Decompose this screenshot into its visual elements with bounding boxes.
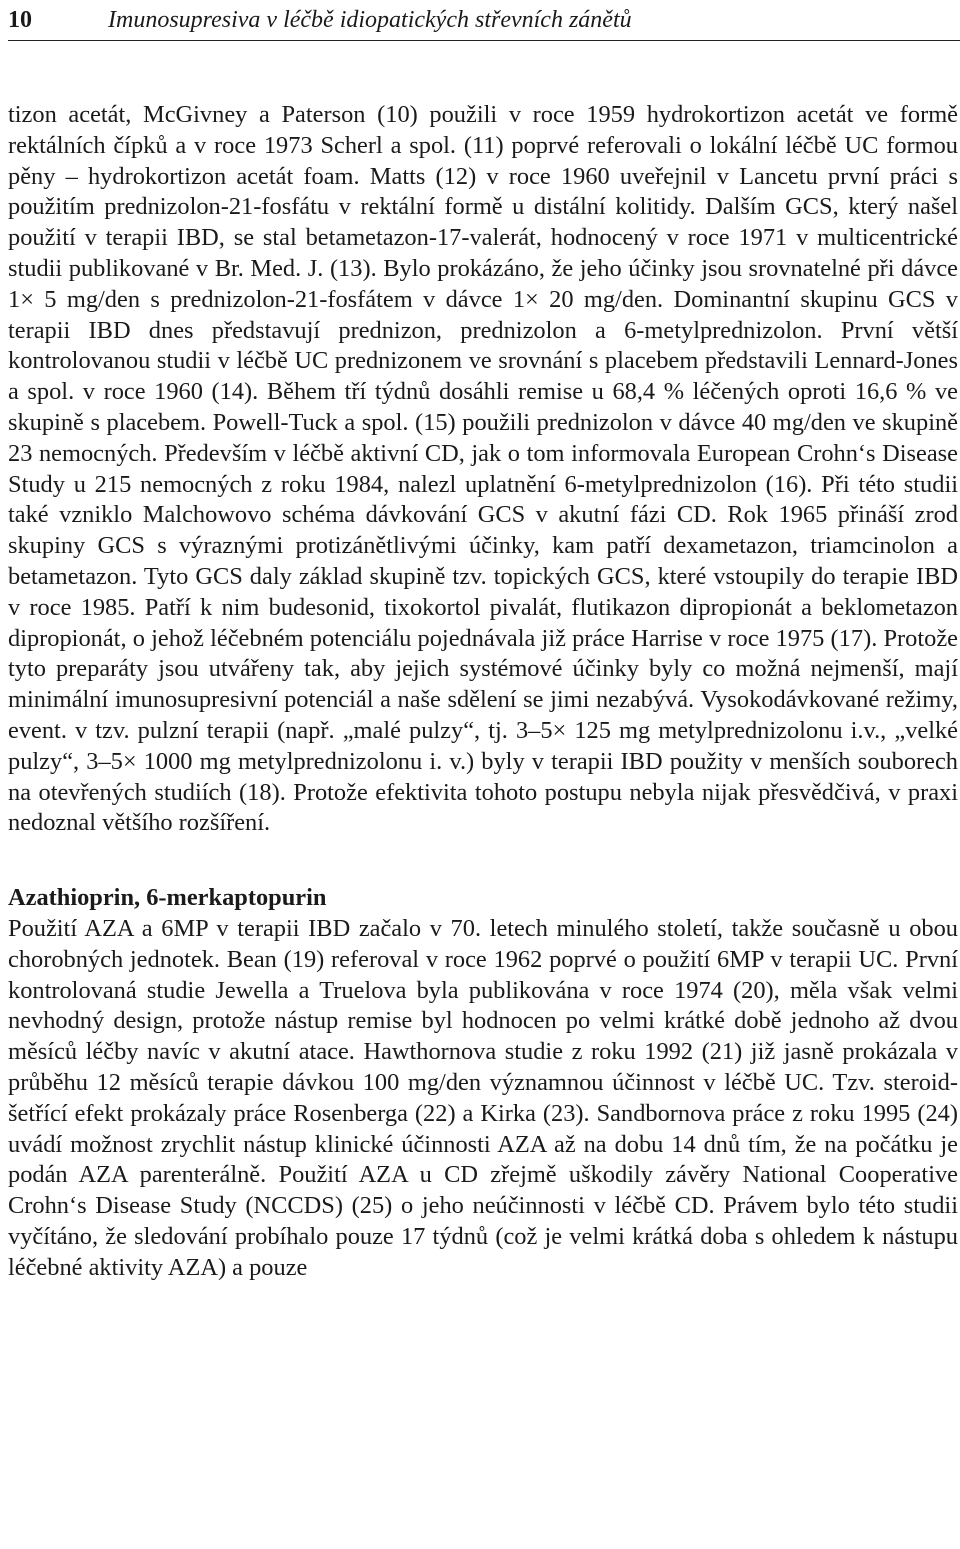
section-heading: Azathioprin, 6-merkaptopurin xyxy=(8,884,327,912)
paragraph-glucocorticoids: tizon acetát, McGivney a Paterson (10) použili v roce 1959 hydrokortizon acetát ve formě rektálních čípků a v roce 1973 Scherl a spol. (11) poprvé referovali o lokální léčbě UC formou pěny – hydrokortizon acetát foam. Matts (12) v roce 1960 uveřejnil v Lancetu první práci s použitím prednizolon-21-fosfátu v rektální formě u distální kolitidy. Dalším GCS, který našel použití v terapii IBD, se stal betametazon-17-valerát, hodnocený v roce 1971 v multicentrické studii publikované v Br. Med. J. (13). Bylo prokázáno, že jeho účinky jsou srovnatelné při dávce 1× 5 mg/den s prednizolon-21-fosfátem v dávce 1× 20 mg/den. Dominantní skupinu GCS v terapii IBD dnes představují prednizon, prednizolon a 6-metylprednizolon. První větší kontrolovanou studii v léčbě UC prednizonem ve srovnání s placebem představili Lennard-Jones a spol. v roce 1960 (14). Během tří týdnů dosáhli remise u 68,4 % léčených oproti 16,6 % ve skupině s placebem. Powell-Tuck a spol. (15) použili prednizolon v dávce 40 mg/den ve skupině 23 nemocných. Především v léčbě aktivní CD, jak o tom informovala European Crohn‘s Disease Study u 215 nemocných z roku 1984, nalezl uplatnění 6-metylprednizolon (16). Při této studii také vzniklo Malchowovo schéma dávkování GCS v akutní fázi CD. Rok 1965 přináší zrod skupiny GCS s výraznými protizánětlivými účinky, kam patří dexametazon, triamcinolon a betametazon. Tyto GCS daly základ skupině tzv. topických GCS, které vstoupily do terapie IBD v roce 1985. Patří k nim budesonid, tixokortol pivalát, flutikazon dipropionát a beklometazon dipropionát, o jehož léčebném potenciálu pojednávala již práce Harrise v roce 1975 (17). Protože tyto preparáty jsou utvářeny tak, aby jejich systémové účinky byly co možná nejmenší, mají minimální imunosupresivní potenciál a naše sdělení se jimi nezabývá. Vysokodávkované režimy, event. v tzv. pulzní terapii (např. „malé pulzy“, tj. 3–5× 125 mg metylprednizolonu i.v., „velké pulzy“, 3–5× 1000 mg metylprednizolonu i. v.) byly v terapii IBD použity v menších souborech na otevřených studiích (18). Protože efektivita tohoto postupu nebyla nijak přesvědčivá, v praxi nedoznal většího rozšíření. xyxy=(8,101,958,837)
running-title: Imunosupresiva v léčbě idiopatických střevních zánětů xyxy=(108,7,632,33)
body-text xyxy=(8,100,958,1283)
page-number: 10 xyxy=(8,7,32,33)
running-header xyxy=(8,0,960,41)
paragraph-azathioprin: Použití AZA a 6MP v terapii IBD začalo v 70. letech minulého století, takže současně u obou chorobných jednotek. Bean (19) referoval v roce 1962 poprvé o použití 6MP v terapii UC. První kontrolovaná studie Jewella a Truelova byla publikována v roce 1974 (20), měla však velmi nevhodný design, protože nástup remise byl hodnocen po velmi krátké době jednoho až dvou měsíců léčby navíc v akutní atace. Hawthornova studie z roku 1992 (21) již jasně prokázala v průběhu 12 měsíců terapie dávkou 100 mg/den významnou účinnost v léčbě UC. Tzv. steroid-šetřící efekt prokázaly práce Rosenberga (22) a Kirka (23). Sandbornova práce z roku 1995 (24) uvádí možnost zrychlit nástup klinické účinnosti AZA až na dobu 14 dnů tím, že na počátku je podán AZA parenterálně. Použití AZA u CD zřejmě uškodily závěry National Cooperative Crohn‘s Disease Study (NCCDS) (25) o jeho neúčinnosti v léčbě CD. Právem bylo této studii vyčítáno, že sledování probíhalo pouze 17 týdnů (což je velmi krátká doba s ohledem k nástupu léčebné aktivity AZA) a pouze xyxy=(8,914,958,1281)
